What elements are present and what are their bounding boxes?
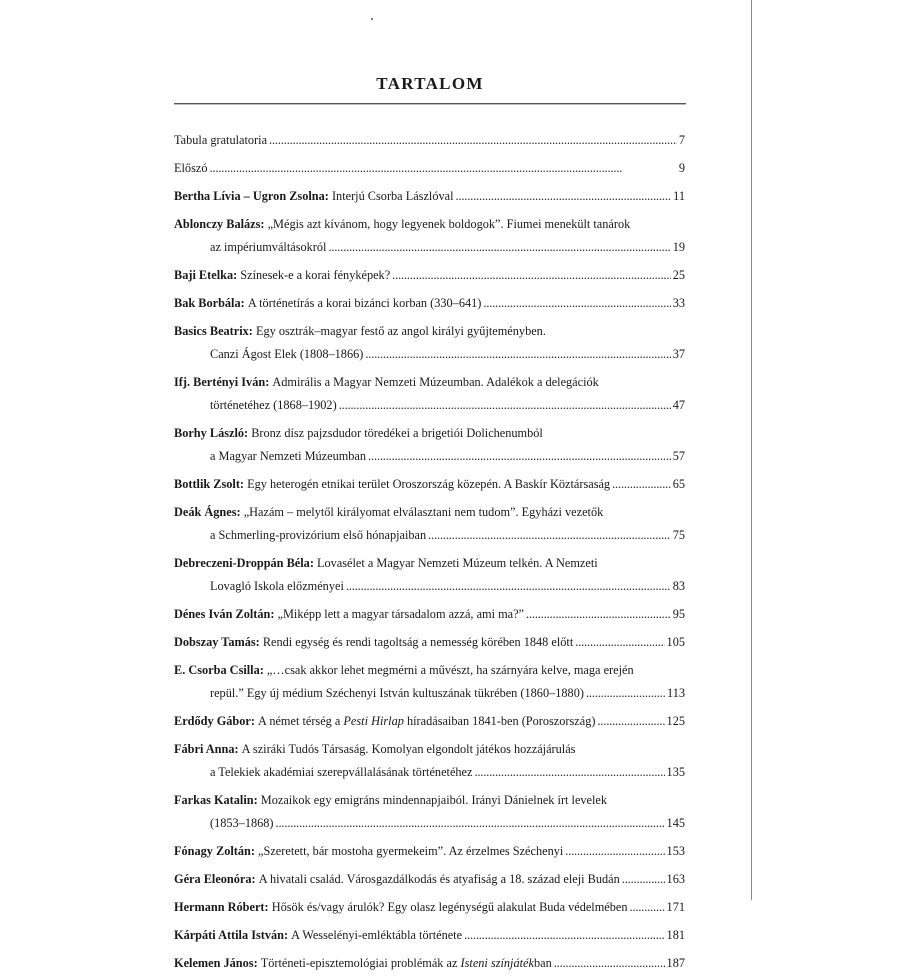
dot-leader: [565, 840, 664, 863]
entry-title-cont: történetéhez (1868–1902): [210, 398, 337, 412]
entry-title: Bronz dísz pajzsdudor töredékei a brigetiói Dolichenumból: [251, 426, 543, 440]
page-number: 181: [666, 928, 685, 942]
toc-entry: [174, 710, 685, 733]
toc-entry: [174, 789, 685, 835]
dot-leader: [346, 575, 671, 598]
dot-leader: [622, 868, 665, 891]
page-number: 47: [672, 398, 685, 412]
entry-title: A sziráki Tudós Társaság. Komolyan elgondolt játékos hozzájárulás: [241, 742, 576, 756]
page-number: 125: [666, 714, 685, 728]
page-number: 153: [666, 844, 685, 858]
entry-title-cont: a Magyar Nemzeti Múzeumban: [210, 449, 367, 463]
entry-title-cont: Canzi Ágost Elek (1808–1866): [210, 347, 364, 361]
entry-title: Tabula gratulatoria: [174, 133, 268, 147]
dot-leader: [526, 603, 671, 626]
page-number: 11: [673, 189, 685, 203]
toc-entry: [174, 659, 685, 705]
dot-leader: [339, 394, 671, 417]
page-number: 163: [666, 872, 685, 886]
entry-author: Dobszay Tamás:: [174, 635, 260, 649]
dot-leader: [597, 710, 664, 733]
page-number: 187: [666, 956, 685, 970]
entry-author: Géra Eleonóra:: [174, 872, 256, 886]
entry-author: Kárpáti Attila István:: [174, 928, 289, 942]
entry-title: Egy heterogén etnikai terület Oroszország közepén. A Baskír Köztársaság: [247, 477, 611, 491]
entry-title-cont: (1853–1868): [210, 816, 274, 830]
entry-title: Lovasélet a Magyar Nemzeti Múzeum telkén. A Nemzeti: [317, 556, 598, 570]
entry-title-cont: a Schmerling-provizórium első hónapjaiban: [210, 528, 427, 542]
entry-title: A hivatali család. Városgazdálkodás és atyafiság a 18. század eleji Budán: [258, 872, 620, 886]
page-number: 105: [666, 635, 685, 649]
toc-entry: [174, 371, 685, 417]
entry-title: A német térség a: [258, 714, 341, 728]
dot-leader: [456, 185, 672, 208]
entry-title-cont: a Telekiek akadémiai szerepvállalásának történetéhez: [210, 765, 473, 779]
dot-leader: [365, 343, 670, 366]
entry-title: Színesek-e a korai fényképek?: [240, 268, 391, 282]
page-number: 145: [666, 816, 685, 830]
dot-leader: [474, 761, 664, 784]
dot-leader: [269, 129, 677, 152]
page-number: 37: [672, 347, 685, 361]
page-number: 19: [672, 240, 685, 254]
entry-title: Történeti-episztemológiai problémák az: [260, 956, 458, 970]
entry-title: A Wesselényi-emléktábla története: [291, 928, 463, 942]
toc-entry: [174, 264, 685, 287]
entry-title-cont: Lovagló Iskola előzményei: [210, 579, 344, 593]
entry-title-cont: az impériumváltásokról: [210, 240, 327, 254]
toc-entry: [174, 129, 685, 152]
toc-entry: [174, 422, 685, 468]
entry-author: Ablonczy Balázs:: [174, 217, 265, 231]
entry-title-italic: Isteni színjáték: [460, 956, 534, 970]
page-number: 57: [672, 449, 685, 463]
dot-leader: [464, 924, 664, 947]
toc-entry: [174, 320, 685, 366]
entry-author: Debreczeni-Droppán Béla:: [174, 556, 314, 570]
entry-title: „Miképp lett a magyar társadalom azzá, ami ma?”: [277, 607, 525, 621]
page-number: 113: [667, 686, 685, 700]
entry-author: E. Csorba Csilla:: [174, 663, 264, 677]
entry-author: Ifj. Bertényi Iván:: [174, 375, 270, 389]
entry-title: Interjú Csorba Lászlóval: [331, 189, 454, 203]
dot-leader: [554, 952, 665, 975]
toc-entry: [174, 631, 685, 654]
page-number: 135: [666, 765, 685, 779]
toc-entry: [174, 185, 685, 208]
entry-title: „…csak akkor lehet megmérni a művészt, ha szárnyára kelve, maga erején: [266, 663, 634, 677]
entry-author: Baji Etelka:: [174, 268, 238, 282]
toc-entry: [174, 501, 685, 547]
table-of-contents: [174, 129, 685, 980]
entry-title: „Hazám – melytől királyomat elválasztani nem tudom”. Egyházi vezetők: [243, 505, 604, 519]
toc-entry: [174, 924, 685, 947]
entry-author: Fábri Anna:: [174, 742, 239, 756]
entry-author: Deák Ágnes:: [174, 505, 241, 519]
entry-author: Fónagy Zoltán:: [174, 844, 255, 858]
entry-title-italic: Pesti Hirlap: [343, 714, 404, 728]
page-number: 83: [672, 579, 685, 593]
entry-author: Bottlik Zsolt:: [174, 477, 245, 491]
entry-title-rest: ban: [533, 956, 552, 970]
dot-leader: [276, 812, 665, 835]
entry-author: Bertha Lívia – Ugron Zsolna:: [174, 189, 329, 203]
dot-leader: [575, 631, 664, 654]
page-number: 25: [672, 268, 685, 282]
entry-author: Basics Beatrix:: [174, 324, 253, 338]
entry-title: Előszó: [174, 161, 208, 175]
toc-entry: [174, 473, 685, 496]
toc-entry: [174, 952, 685, 975]
entry-author: Dénes Iván Zoltán:: [174, 607, 275, 621]
entry-title: Admirális a Magyar Nemzeti Múzeumban. Adalékok a delegációk: [272, 375, 599, 389]
page-number: 7: [678, 133, 685, 147]
page-number: 171: [666, 900, 685, 914]
dot-leader: [586, 682, 665, 705]
entry-author: Erdődy Gábor:: [174, 714, 255, 728]
entry-author: Farkas Katalin:: [174, 793, 258, 807]
toc-entry: [174, 552, 685, 598]
toc-entry: [174, 738, 685, 784]
entry-title-rest: híradásaiban 1841-ben (Poroszország): [406, 714, 596, 728]
dot-leader: [612, 473, 671, 496]
entry-author: Kelemen János:: [174, 956, 258, 970]
toc-entry: [174, 868, 685, 891]
dot-leader: [328, 236, 670, 259]
page-title: TARTALOM: [376, 74, 484, 93]
dot-leader: [368, 445, 671, 468]
entry-title: „Mégis azt kívánom, hogy legyenek boldogok”. Fiumei menekült tanárok: [267, 217, 631, 231]
entry-title: Mozaikok egy emigráns mindennapjaiból. Irányi Dánielnek írt levelek: [260, 793, 608, 807]
page-number: 95: [672, 607, 685, 621]
dot-leader: [392, 264, 671, 287]
toc-entry: [174, 292, 685, 315]
toc-entry: [174, 840, 685, 863]
entry-author: Bak Borbála:: [174, 296, 245, 310]
entry-title-cont: repül.” Egy új médium Széchenyi István kultuszának tükrében (1860–1880): [210, 686, 584, 700]
entry-title: A történetírás a korai bizánci korban (330–641): [247, 296, 482, 310]
dot-leader: [630, 896, 665, 919]
toc-entry: [174, 603, 685, 626]
toc-entry: [174, 896, 685, 919]
entry-author: Borhy László:: [174, 426, 249, 440]
page-number: 9: [678, 161, 685, 175]
entry-author: Hermann Róbert:: [174, 900, 269, 914]
entry-title: Hősök és/vagy árulók? Egy olasz legénységű alakulat Buda védelmében: [271, 900, 628, 914]
page-number: 33: [672, 296, 685, 310]
scan-speck: [371, 18, 373, 20]
page-number: 65: [672, 477, 685, 491]
dot-leader: [209, 157, 676, 180]
toc-entry: [174, 213, 685, 259]
dot-leader: [483, 292, 670, 315]
entry-title: Egy osztrák–magyar festő az angol királyi gyűjteményben.: [255, 324, 546, 338]
toc-entry: [174, 157, 685, 180]
entry-title: Rendi egység és rendi tagoltság a nemesség körében 1848 előtt: [262, 635, 574, 649]
title-rule: [174, 103, 686, 105]
page-number: 75: [672, 528, 685, 542]
scan-page-edge: [751, 0, 752, 900]
entry-title: „Szeretett, bár mostoha gyermekeim”. Az érzelmes Széchenyi: [258, 844, 564, 858]
dot-leader: [428, 524, 671, 547]
